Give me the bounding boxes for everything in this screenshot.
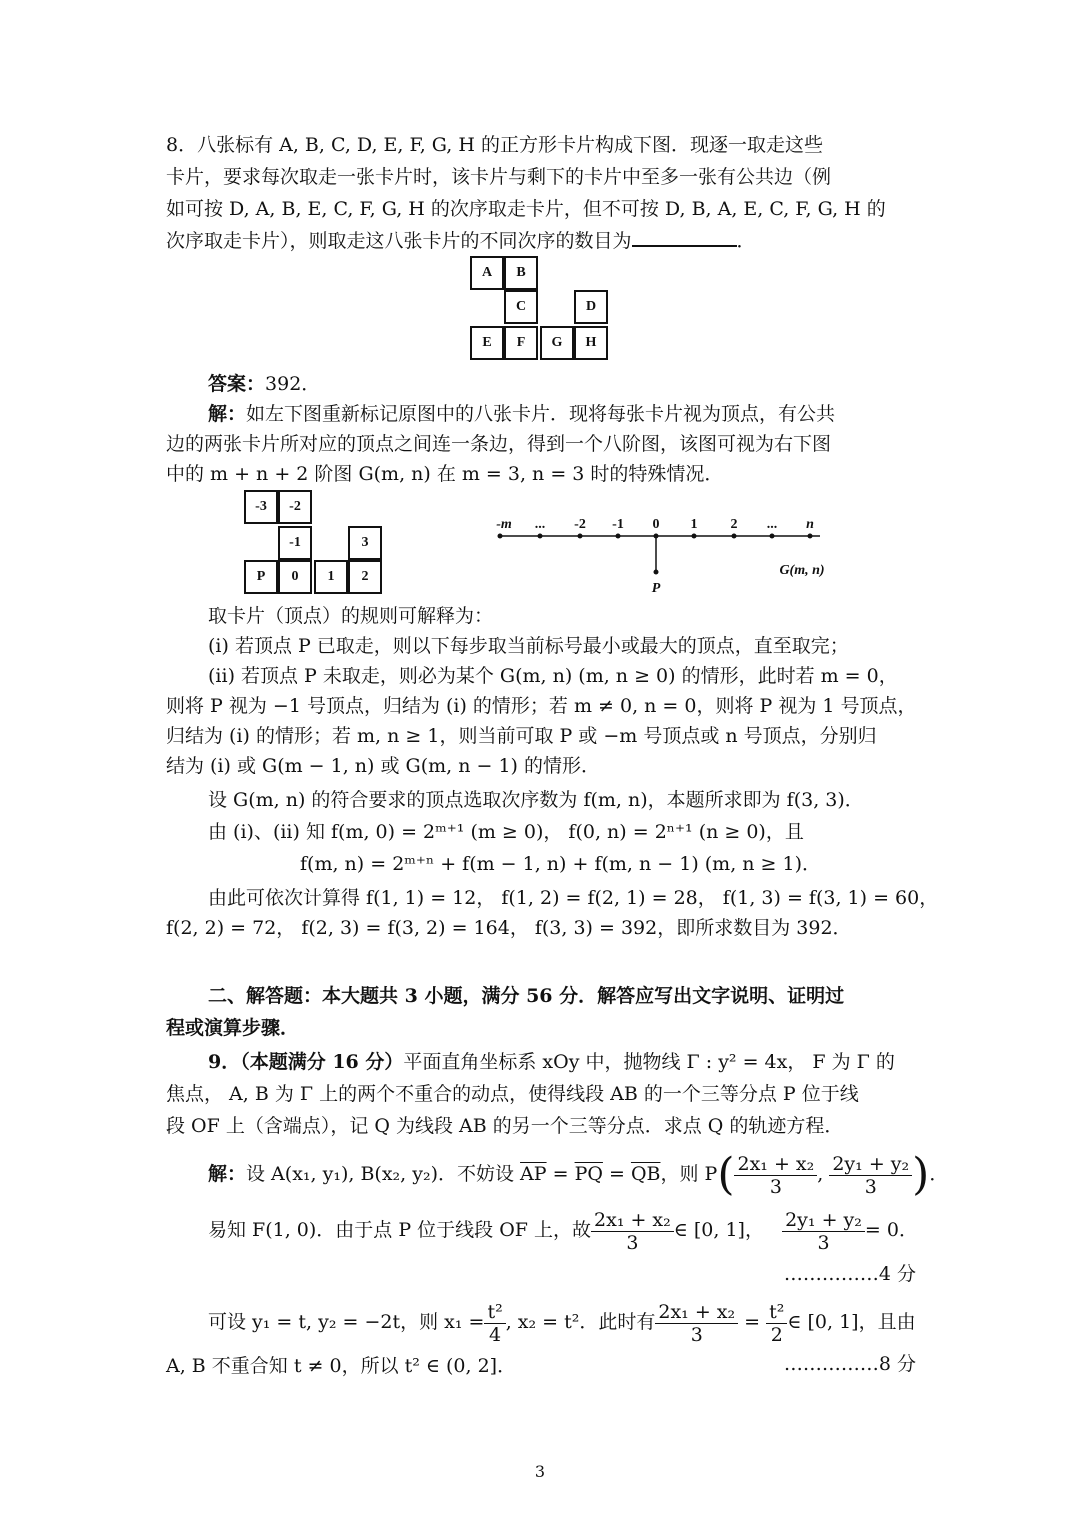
rule-line-2: (i) 若顶点 P 已取走，则以下每步取当前标号最小或最大的顶点，直至取完； xyxy=(208,635,849,657)
problem8-line-1: 8．八张标有 A, B, C, D, E, F, G, H 的正方形卡片构成下图．现逐一取走这些 xyxy=(166,134,823,156)
rule-line-6: 结为 (i) 或 G(m − 1, n) 或 G(m, n − 1) 的情形． xyxy=(166,755,600,777)
svg-text:n: n xyxy=(806,517,814,532)
problem9-line-3: 段 OF 上（含端点），记 Q 为线段 AB 的另一个三等分点．求点 Q 的轨迹方程． xyxy=(166,1115,844,1137)
graph-label: G(m, n) xyxy=(779,563,825,578)
card-1: 1 xyxy=(314,560,348,594)
p-x-fraction: $\frac{\text{2x₁ + x₂}}{3}$ xyxy=(734,1153,817,1198)
problem9-solution-line-4: A, B 不重合知 t ≠ 0，所以 t² ∈ (0, 2]． xyxy=(166,1355,517,1377)
rule-line-3: (ii) 若顶点 P 未取走，则必为某个 G(m, n) (m, n ≥ 0) 的情形，此时若 m = 0， xyxy=(208,665,898,687)
rule-line-1: 取卡片（顶点）的规则可解释为： xyxy=(208,605,494,627)
rule-line-8: 由 (i)、(ii) 知 f(m, 0) = 2ᵐ⁺¹ (m ≥ 0)， f(0, n) = 2ⁿ⁺¹ (n ≥ 0)，且 xyxy=(208,821,804,843)
answer-line: 答案：392． xyxy=(208,373,321,395)
graph-vertex-p xyxy=(652,570,661,597)
graph-g-mn xyxy=(480,508,860,600)
score-8: ……………8 分 xyxy=(783,1353,916,1375)
problem9-solution-line-1: 解：设 A(x₁, y₁), B(x₂, y₂)．不妨设 $\overline{AP} = \overline{PQ} = \overline{QB}$，则 P( $\frac{\text{2x₁ + x₂}}{3}$ , $\frac{\text{2y₁ + y₂}}{3}$ )． xyxy=(208,1149,949,1200)
page-number: 3 xyxy=(534,1462,546,1481)
card-c: C xyxy=(504,290,538,324)
svg-text:P: P xyxy=(651,581,661,596)
section2-line-2: 程或演算步骤． xyxy=(166,1017,300,1039)
computation-line-1: 由此可依次计算得 f(1, 1) = 12， f(1, 2) = f(2, 1) = 28， f(1, 3) = f(3, 1) = 60， xyxy=(208,887,939,909)
problem9-solution-line-2: 易知 F(1, 0)．由于点 P 位于线段 OF 上，故 $\frac{\text{2x₁ + x₂}}{3}$ ∈ [0, 1]， $\frac{\text{2y₁ + y₂}}{3}$ = 0． xyxy=(208,1208,918,1254)
problem9-line-2: 焦点， A, B 为 Γ 上的两个不重合的动点，使得线段 AB 的一个三等分点 P 位于线 xyxy=(166,1083,859,1105)
card-0: 0 xyxy=(278,560,312,594)
svg-text:...: ... xyxy=(534,517,546,532)
problem8-line-2: 卡片，要求每次取走一张卡片时，该卡片与剩下的卡片中至多一张有公共边（例 xyxy=(166,166,832,188)
svg-text:...: ... xyxy=(766,517,778,532)
card-neg1: -1 xyxy=(278,526,312,560)
card-a: A xyxy=(470,256,504,290)
svg-text:2: 2 xyxy=(730,517,738,532)
card-e: E xyxy=(470,326,504,360)
svg-text:-2: -2 xyxy=(574,517,586,532)
svg-text:-m: -m xyxy=(496,517,512,532)
svg-text:0: 0 xyxy=(652,517,660,532)
card-neg3: -3 xyxy=(244,490,278,524)
card-b: B xyxy=(504,256,538,290)
recurrence-formula: f(m, n) = 2ᵐ⁺ⁿ + f(m − 1, n) + f(m, n − 1) (m, n ≥ 1)． xyxy=(300,853,822,875)
answer-blank xyxy=(632,225,737,247)
score-4: ……………4 分 xyxy=(783,1263,916,1285)
card-2: 2 xyxy=(348,560,382,594)
rule-line-5: 归结为 (i) 的情形；若 m, n ≥ 1，则当前可取 P 或 −m 号顶点或 n 号顶点，分别归 xyxy=(166,725,877,747)
svg-text:-1: -1 xyxy=(612,517,624,532)
problem9-line-1: 9．（本题满分 16 分）平面直角坐标系 xOy 中，抛物线 Γ : y² = 4x， F 为 Γ 的 xyxy=(208,1051,895,1073)
card-h: H xyxy=(574,326,608,360)
card-3: 3 xyxy=(348,526,382,560)
card-neg2: -2 xyxy=(278,490,312,524)
problem9-solution-line-3: 可设 y₁ = t, y₂ = −2t，则 x₁ = $\frac{\text{t²}}{4}$ , x₂ = t²．此时有 $\frac{\text{2x₁ + x₂}}{3}$ = $\frac{\text{t²}}{2}$ ∈ [0, 1]，且由 xyxy=(208,1300,916,1346)
solution-line-1: 解：如左下图重新标记原图中的八张卡片．现将每张卡片视为顶点，有公共 xyxy=(208,403,836,425)
problem8-line-4: 次序取走卡片），则取走这八张卡片的不同次序的数目为 ． xyxy=(166,225,916,257)
solution-line-2: 边的两张卡片所对应的顶点之间连一条边，得到一个八阶图，该图可视为右下图 xyxy=(166,433,832,455)
card-p: P xyxy=(244,560,278,594)
computation-line-2: f(2, 2) = 72， f(2, 3) = f(3, 2) = 164， f(3, 3) = 392，即所求数目为 392． xyxy=(166,917,852,939)
card-d: D xyxy=(574,290,608,324)
card-f: F xyxy=(504,326,538,360)
p-y-fraction: $\frac{\text{2y₁ + y₂}}{3}$ xyxy=(829,1153,912,1198)
section2-line-1: 二、解答题：本大题共 3 小题，满分 56 分．解答应写出文字说明、证明过 xyxy=(208,985,845,1007)
rule-line-4: 则将 P 视为 −1 号顶点，归结为 (i) 的情形；若 m ≠ 0, n = 0，则将 P 视为 1 号顶点， xyxy=(166,695,917,717)
card-g: G xyxy=(540,326,574,360)
svg-text:1: 1 xyxy=(690,517,698,532)
solution-line-3: 中的 m + n + 2 阶图 G(m, n) 在 m = 3, n = 3 时的特殊情况． xyxy=(166,463,724,485)
problem8-line-3: 如可按 D, A, B, E, C, F, G, H 的次序取走卡片，但不可按 D, B, A, E, C, F, G, H 的 xyxy=(166,198,886,220)
rule-line-7: 设 G(m, n) 的符合要求的顶点选取次序数为 f(m, n)，本题所求即为 f(3, 3)． xyxy=(208,789,864,811)
